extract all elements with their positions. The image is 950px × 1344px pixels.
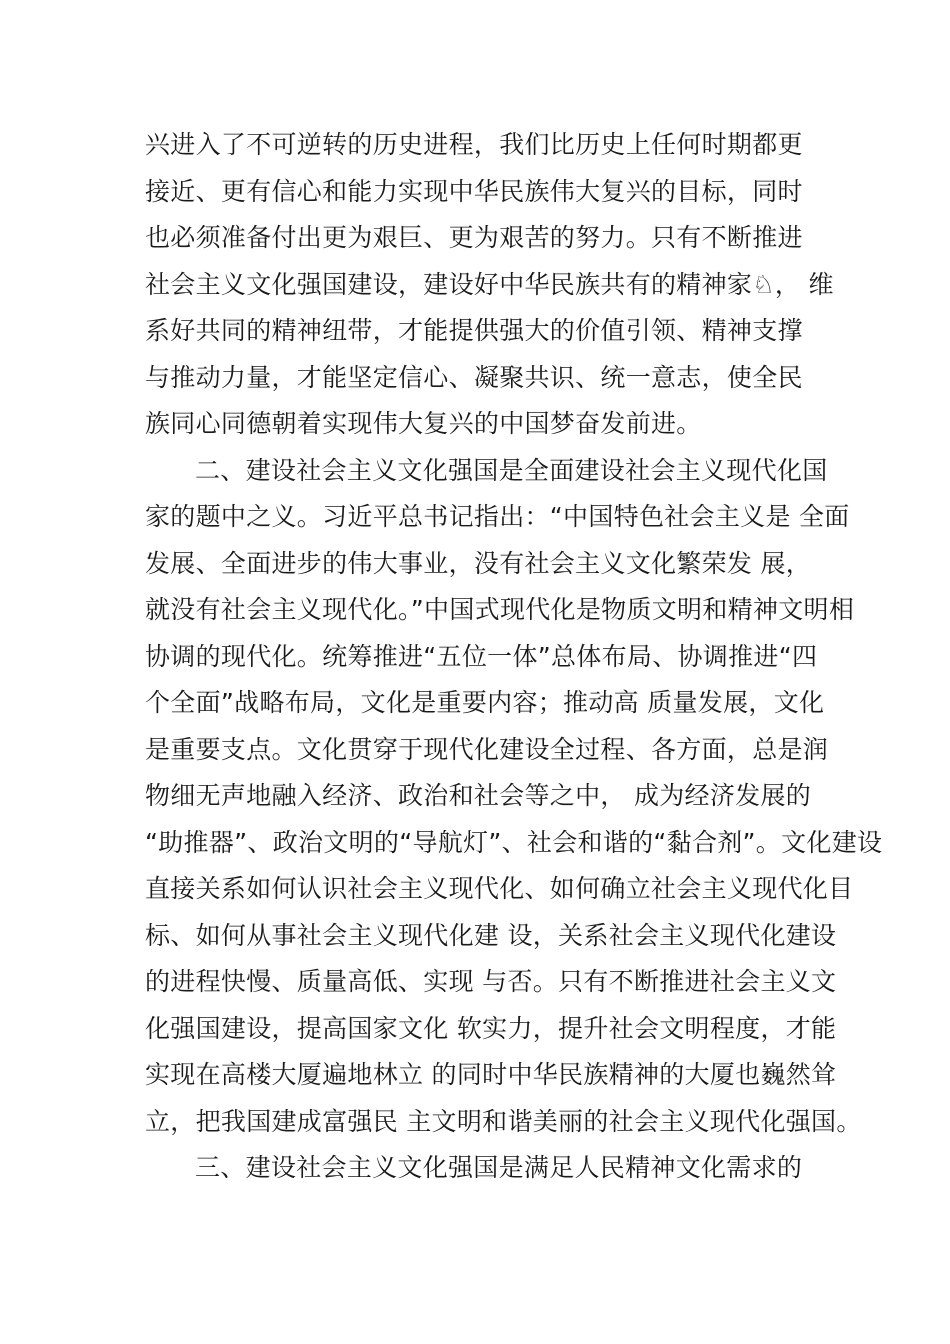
text-line: 物细无声地融入经济、政治和社会等之中， 成为经济发展的 bbox=[145, 781, 812, 810]
text-line: 社会主义文化强国建设，建设好中华民族共有的精神家♘， 维 bbox=[145, 269, 834, 299]
text-line: 的进程快慢、质量高低、实现 与否。只有不断推进社会主义文 bbox=[145, 967, 837, 996]
text-line: 协调的现代化。统筹推进“五位一体”总体布局、协调推进“四 bbox=[145, 641, 818, 671]
text-line: 个全面”战略布局，文化是重要内容；推动高 质量发展，文化 bbox=[145, 688, 825, 717]
text-line: 族同心同德朝着实现伟大复兴的中国梦奋发前进。 bbox=[145, 409, 702, 438]
text-line: 实现在高楼大厦遍地林立 的同时中华民族精神的大厦也巍然耸 bbox=[145, 1060, 837, 1089]
text-line: 立，把我国建成富强民 主文明和谐美丽的社会主义现代化强国。 bbox=[145, 1106, 862, 1136]
text-line: 直接关系如何认识社会主义现代化、如何确立社会主义现代化目 bbox=[145, 874, 854, 903]
section-heading-line: 二、建设社会主义文化强国是全面建设社会主义现代化国 bbox=[195, 455, 828, 485]
body-text bbox=[145, 122, 883, 1192]
text-line: “助推器”、政治文明的“导航灯”、社会和谐的“黏合剂”。文化建设 bbox=[145, 827, 883, 857]
text-line: 是重要支点。文化贯穿于现代化建设全过程、各方面，总是润 bbox=[145, 734, 829, 764]
text-line: 标、如何从事社会主义现代化建 设，关系社会主义现代化建设 bbox=[145, 920, 837, 950]
text-line: 家的题中之义。习近平总书记指出：“中国特色社会主义是 全面 bbox=[145, 502, 850, 531]
section-heading-line: 三、建设社会主义文化强国是满足人民精神文化需求的 bbox=[195, 1153, 803, 1182]
text-line: 接近、更有信心和能力实现中华民族伟大复兴的目标，同时 bbox=[145, 176, 803, 206]
text-line: 就没有社会主义现代化。”中国式现代化是物质文明和精神文明相 bbox=[145, 595, 855, 624]
text-line: 也必须准备付出更为艰巨、更为艰苦的努力。只有不断推进 bbox=[145, 223, 803, 252]
text-line: 兴进入了不可逆转的历史进程，我们比历史上任何时期都更 bbox=[145, 130, 803, 159]
text-line: 与推动力量，才能坚定信心、凝聚共识、统一意志，使全民 bbox=[145, 362, 803, 392]
text-line: 系好共同的精神纽带，才能提供强大的价值引领、精神支撑 bbox=[145, 316, 803, 345]
text-line: 发展、全面进步的伟大事业，没有社会主义文化繁荣发 展， bbox=[145, 548, 812, 578]
text-line: 化强国建设，提高国家文化 软实力，提升社会文明程度，才能 bbox=[145, 1013, 837, 1043]
